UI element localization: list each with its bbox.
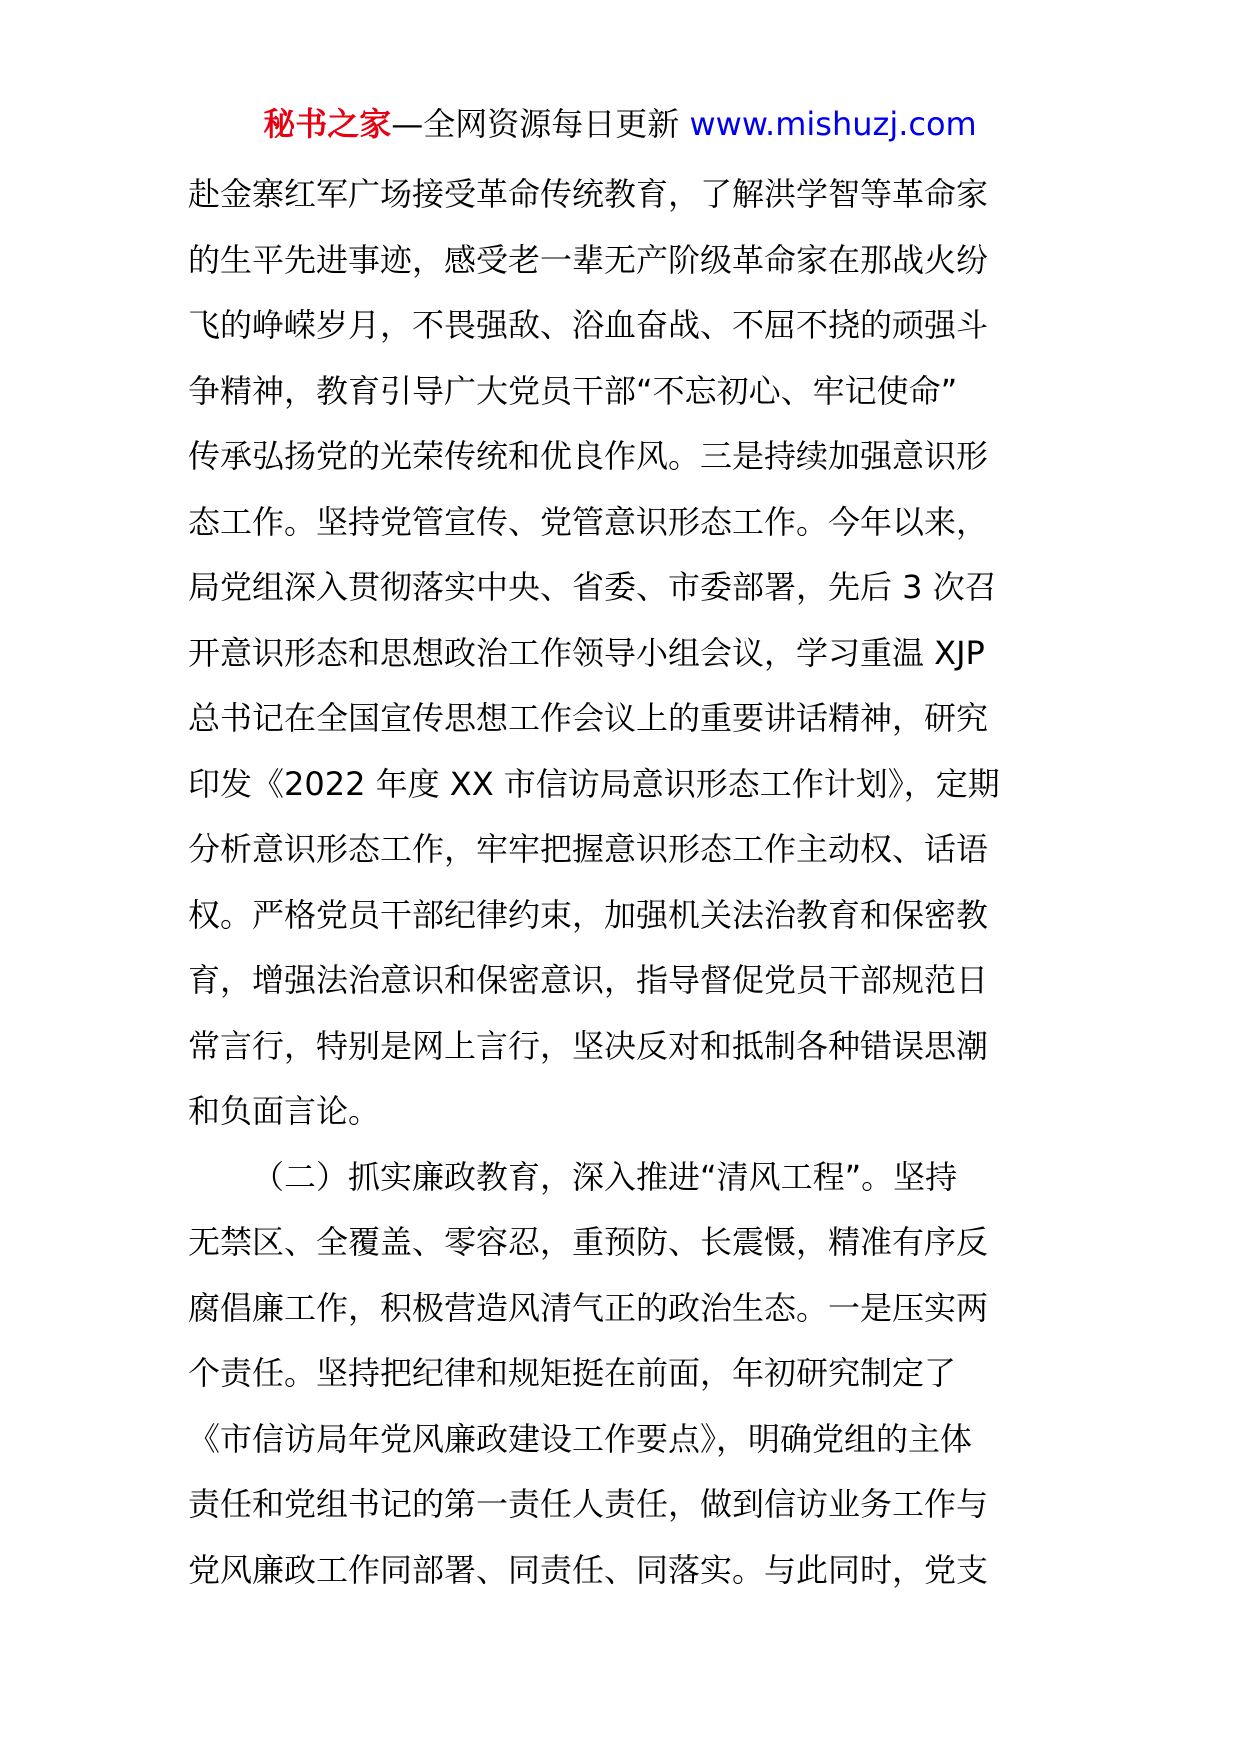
- text-line: 争精神，教育引导广大党员干部“不忘初心、牢记使命”: [188, 371, 958, 410]
- page-header: [0, 102, 1240, 146]
- section-heading-line: （二）抓实廉政教育，深入推进“清风工程”。坚持: [252, 1157, 958, 1196]
- text-line: 党风廉政工作同部署、同责任、同落实。与此同时，党支: [188, 1550, 989, 1589]
- header-brand: 秘书之家: [263, 105, 392, 143]
- text-line: 和负面言论。: [188, 1092, 381, 1130]
- text-line: 开意识形态和思想政治工作领导小组会议，学习重温 XJP: [188, 633, 985, 672]
- header-tagline: —全网资源每日更新: [391, 105, 690, 143]
- text-line: 印发《2022 年度 XX 市信访局意识形态工作计划》，定期: [188, 764, 1000, 803]
- text-line: 常言行，特别是网上言行，坚决反对和抵制各种错误思潮: [188, 1026, 989, 1065]
- text-line: 腐倡廉工作，积极营造风清气正的政治生态。一是压实两: [188, 1288, 989, 1327]
- text-line: 个责任。坚持把纪律和规矩挺在前面，年初研究制定了: [188, 1354, 957, 1392]
- text-line: 的生平先进事迹，感受老一辈无产阶级革命家在那战火纷: [188, 240, 989, 279]
- text-line: 态工作。坚持党管宣传、党管意识形态工作。今年以来，: [188, 502, 989, 541]
- text-line: 权。严格党员干部纪律约束，加强机关法治教育和保密教: [188, 895, 989, 934]
- text-line: 责任和党组书记的第一责任人责任，做到信访业务工作与: [188, 1485, 989, 1523]
- text-line: 飞的峥嵘岁月，不畏强敌、浴血奋战、不屈不挠的顽强斗: [188, 306, 989, 344]
- body-text: [188, 162, 1058, 1603]
- text-line: 赴金寨红军广场接受革命传统教育，了解洪学智等革命家: [188, 175, 989, 213]
- text-line: 分析意识形态工作，牢牢把握意识形态工作主动权、话语: [188, 830, 989, 868]
- text-line: 育，增强法治意识和保密意识，指导督促党员干部规范日: [188, 961, 989, 999]
- text-line: 总书记在全国宣传思想工作会议上的重要讲话精神，研究: [188, 699, 989, 737]
- text-line: 无禁区、全覆盖、零容忍，重预防、长震慑，精准有序反: [188, 1223, 989, 1261]
- text-line: 局党组深入贯彻落实中央、省委、市委部署，先后 3 次召: [188, 568, 997, 606]
- text-line: 《市信访局年党风廉政建设工作要点》，明确党组的主体: [188, 1419, 973, 1458]
- text-line: 传承弘扬党的光荣传统和优良作风。三是持续加强意识形: [188, 437, 989, 475]
- header-site-link[interactable]: www.mishuzj.com: [689, 105, 977, 143]
